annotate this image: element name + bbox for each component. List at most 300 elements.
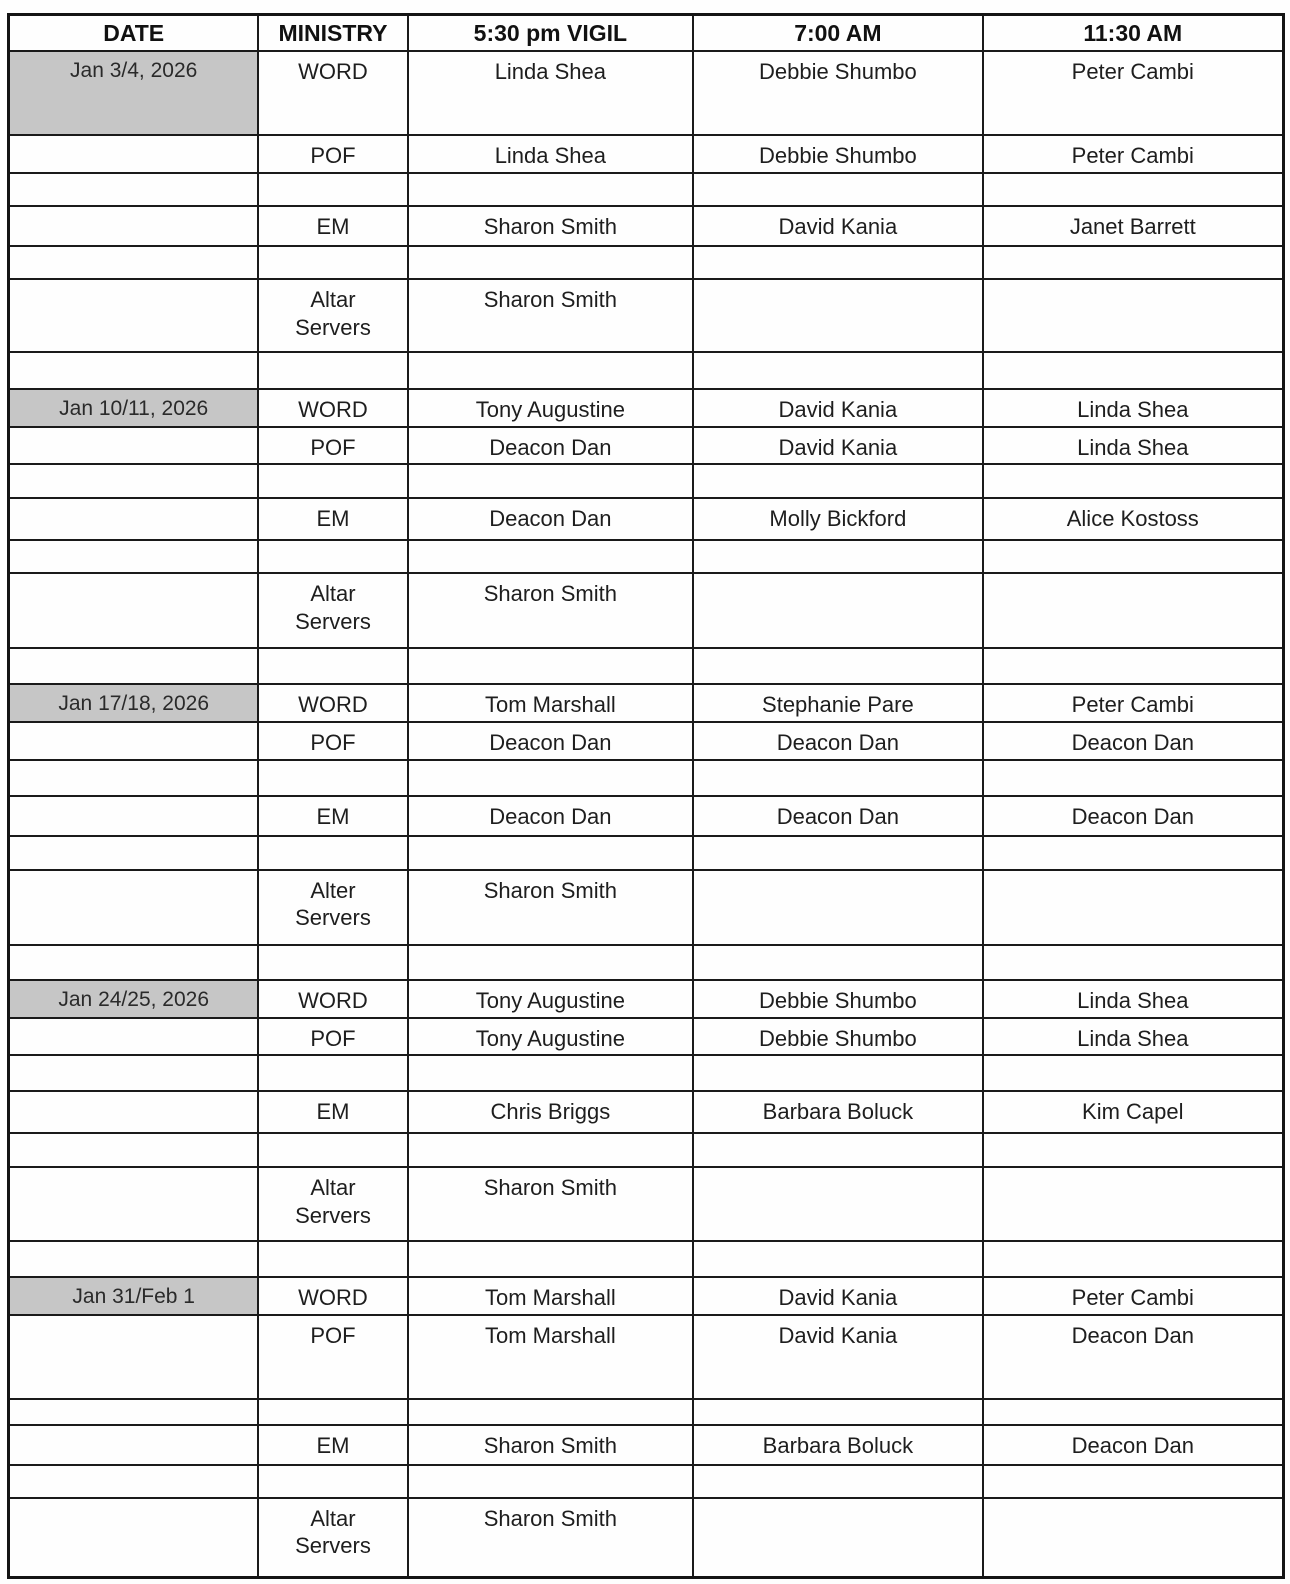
mass-1130am-cell-text: Deacon Dan xyxy=(1071,1322,1194,1348)
ministry-cell-text: Altar Servers xyxy=(295,287,371,340)
mass-7am-cell-text: Molly Bickford xyxy=(769,506,907,531)
mass-1130am-cell-text: Linda Shea xyxy=(1077,397,1189,422)
vigil-530pm-cell-text xyxy=(409,1242,693,1250)
spacer-row xyxy=(9,1241,1284,1277)
vigil-530pm-cell xyxy=(408,1498,694,1578)
date-cell-text xyxy=(10,837,257,845)
vigil-530pm-cell-text: Deacon Dan xyxy=(489,730,612,755)
date-cell xyxy=(9,648,259,684)
schedule-row xyxy=(9,722,1284,760)
ministry-cell-text: EM xyxy=(316,506,350,531)
column-header: 11:30 AM xyxy=(983,15,1284,52)
mass-1130am-cell xyxy=(983,540,1284,573)
ministry-cell xyxy=(258,573,407,648)
date-cell-text xyxy=(10,1168,257,1176)
column-header: DATE xyxy=(9,15,259,52)
mass-1130am-cell xyxy=(983,279,1284,352)
vigil-530pm-cell xyxy=(408,51,694,135)
ministry-cell xyxy=(258,1091,407,1133)
mass-1130am-cell xyxy=(983,51,1284,135)
mass-1130am-cell-text: Peter Cambi xyxy=(1071,692,1194,717)
vigil-530pm-cell-text: Chris Briggs xyxy=(490,1099,611,1124)
mass-1130am-cell xyxy=(983,1091,1284,1133)
vigil-530pm-cell-text: Tony Augustine xyxy=(475,1025,625,1051)
mass-7am-cell xyxy=(693,1315,982,1399)
mass-7am-cell-text: Deacon Dan xyxy=(776,730,900,755)
mass-7am-cell xyxy=(693,206,982,246)
ministry-cell xyxy=(258,1241,407,1277)
mass-7am-cell xyxy=(693,1018,982,1056)
mass-7am-cell xyxy=(693,573,982,648)
ministry-cell-text xyxy=(282,247,384,255)
date-cell-text: Jan 3/4, 2026 xyxy=(70,59,198,82)
mass-7am-cell-text xyxy=(694,1466,981,1474)
date-cell-text xyxy=(10,1499,257,1507)
schedule-row xyxy=(9,1018,1284,1056)
mass-1130am-cell-text: Peter Cambi xyxy=(1071,143,1194,168)
vigil-530pm-cell xyxy=(408,389,694,427)
date-cell xyxy=(9,1167,259,1241)
ministry-cell-text: EM xyxy=(316,1432,350,1458)
date-cell-text xyxy=(10,280,257,288)
mass-1130am-cell xyxy=(983,464,1284,498)
ministry-cell xyxy=(258,1055,407,1091)
mass-1130am-cell-text xyxy=(984,280,1282,288)
mass-1130am-cell-text: Peter Cambi xyxy=(1071,1285,1194,1310)
mass-7am-cell xyxy=(693,836,982,870)
vigil-530pm-cell-text: Deacon Dan xyxy=(489,434,612,460)
date-cell xyxy=(9,760,259,796)
mass-7am-cell xyxy=(693,684,982,722)
mass-7am-cell xyxy=(693,540,982,573)
schedule-row xyxy=(9,1091,1284,1133)
ministry-cell-text: WORD xyxy=(298,692,368,717)
ministry-cell xyxy=(258,980,407,1018)
mass-7am-cell xyxy=(693,1399,982,1425)
mass-1130am-cell-text xyxy=(984,946,1282,954)
date-cell-text xyxy=(10,136,257,144)
date-cell-text xyxy=(10,247,257,255)
mass-1130am-cell xyxy=(983,722,1284,760)
ministry-cell xyxy=(258,246,407,279)
ministry-cell xyxy=(258,1018,407,1056)
mass-7am-cell-text xyxy=(694,837,981,845)
ministry-cell xyxy=(258,760,407,796)
mass-7am-cell-text: David Kania xyxy=(778,434,898,460)
mass-1130am-cell xyxy=(983,870,1284,945)
mass-7am-cell xyxy=(693,1465,982,1498)
schedule-row xyxy=(9,1277,1284,1315)
vigil-530pm-cell-text xyxy=(409,649,693,657)
mass-1130am-cell xyxy=(983,760,1284,796)
date-cell-text xyxy=(10,761,257,769)
schedule-row xyxy=(9,389,1284,427)
ministry-cell xyxy=(258,279,407,352)
mass-7am-cell xyxy=(693,796,982,836)
mass-1130am-cell-text xyxy=(984,574,1282,582)
vigil-530pm-cell-text xyxy=(409,1056,693,1064)
ministry-cell xyxy=(258,1425,407,1465)
ministry-cell-text: POF xyxy=(310,1322,356,1348)
vigil-530pm-cell xyxy=(408,540,694,573)
mass-7am-cell xyxy=(693,51,982,135)
mass-7am-cell-text: Debbie Shumbo xyxy=(758,987,917,1013)
date-cell xyxy=(9,1315,259,1399)
mass-7am-cell-text: Barbara Boluck xyxy=(762,1099,914,1124)
mass-1130am-cell-text xyxy=(984,1168,1282,1176)
schedule-row xyxy=(9,870,1284,945)
vigil-530pm-cell xyxy=(408,1167,694,1241)
mass-7am-cell-text: Stephanie Pare xyxy=(762,692,914,717)
mass-7am-cell-text: David Kania xyxy=(778,1322,898,1348)
mass-7am-cell-text xyxy=(694,871,981,879)
ministry-cell-text xyxy=(282,1242,384,1250)
vigil-530pm-cell-text: Tom Marshall xyxy=(484,1322,616,1348)
ministry-cell-text xyxy=(282,761,384,769)
vigil-530pm-cell xyxy=(408,135,694,173)
date-cell-text: Jan 17/18, 2026 xyxy=(58,692,210,715)
vigil-530pm-cell xyxy=(408,427,694,465)
schedule-row xyxy=(9,796,1284,836)
ministry-cell xyxy=(258,722,407,760)
column-header: 5:30 pm VIGIL xyxy=(408,15,694,52)
vigil-530pm-cell xyxy=(408,464,694,498)
spacer-row xyxy=(9,836,1284,870)
date-cell-text xyxy=(10,353,257,361)
mass-7am-cell xyxy=(693,427,982,465)
mass-1130am-cell-text: Linda Shea xyxy=(1077,434,1189,460)
mass-7am-cell-text xyxy=(694,541,981,549)
mass-1130am-cell-text: Peter Cambi xyxy=(1071,59,1194,84)
vigil-530pm-cell xyxy=(408,573,694,648)
vigil-530pm-cell xyxy=(408,1133,694,1167)
date-cell xyxy=(9,206,259,246)
schedule-row xyxy=(9,1315,1284,1399)
mass-7am-cell-text: David Kania xyxy=(778,397,898,422)
mass-7am-cell-text xyxy=(694,280,981,288)
ministry-cell-text xyxy=(282,1134,384,1142)
date-cell xyxy=(9,1498,259,1578)
vigil-530pm-cell-text: Tom Marshall xyxy=(484,692,616,717)
date-cell-text: Jan 10/11, 2026 xyxy=(59,397,209,420)
date-cell xyxy=(9,498,259,540)
mass-1130am-cell xyxy=(983,980,1284,1018)
date-cell xyxy=(9,427,259,465)
mass-7am-cell xyxy=(693,648,982,684)
mass-1130am-cell-text xyxy=(984,353,1282,361)
date-cell-text xyxy=(10,649,257,657)
vigil-530pm-cell xyxy=(408,722,694,760)
vigil-530pm-cell-text xyxy=(409,247,693,255)
mass-1130am-cell xyxy=(983,1315,1284,1399)
ministry-cell xyxy=(258,648,407,684)
ministry-cell-text: EM xyxy=(316,1099,350,1124)
date-cell xyxy=(9,173,259,206)
ministry-cell-text: POF xyxy=(310,143,356,168)
date-cell-text xyxy=(10,541,257,549)
date-cell-text xyxy=(10,428,257,436)
header-row xyxy=(9,15,1284,52)
date-cell xyxy=(9,1399,259,1425)
date-cell xyxy=(9,945,259,980)
vigil-530pm-cell-text xyxy=(409,174,693,182)
mass-1130am-cell-text xyxy=(984,465,1282,473)
ministry-cell xyxy=(258,206,407,246)
mass-7am-cell-text xyxy=(694,574,981,582)
vigil-530pm-cell xyxy=(408,1055,694,1091)
date-cell xyxy=(9,684,259,722)
vigil-530pm-cell-text: Sharon Smith xyxy=(483,287,617,312)
ministry-cell xyxy=(258,1465,407,1498)
mass-7am-cell xyxy=(693,389,982,427)
mass-7am-cell xyxy=(693,173,982,206)
mass-1130am-cell xyxy=(983,796,1284,836)
ministry-cell xyxy=(258,540,407,573)
mass-1130am-cell xyxy=(983,1055,1284,1091)
spacer-row xyxy=(9,352,1284,389)
mass-1130am-cell xyxy=(983,498,1284,540)
vigil-530pm-cell xyxy=(408,173,694,206)
column-header: MINISTRY xyxy=(258,15,407,52)
ministry-cell xyxy=(258,1399,407,1425)
mass-1130am-cell-text xyxy=(984,541,1282,549)
mass-1130am-cell xyxy=(983,573,1284,648)
schedule-row xyxy=(9,51,1284,135)
mass-7am-cell-text: David Kania xyxy=(778,1285,898,1310)
mass-1130am-cell xyxy=(983,246,1284,279)
date-cell xyxy=(9,51,259,135)
ministry-cell xyxy=(258,173,407,206)
ministry-cell-text: Altar Servers xyxy=(295,1175,371,1228)
spacer-row xyxy=(9,540,1284,573)
date-cell xyxy=(9,722,259,760)
ministry-cell-text: Altar Servers xyxy=(295,581,371,634)
ministry-cell xyxy=(258,1498,407,1578)
mass-7am-cell xyxy=(693,1055,982,1091)
ministry-cell-text xyxy=(282,353,384,361)
mass-1130am-cell xyxy=(983,1167,1284,1241)
schedule-row xyxy=(9,1425,1284,1465)
date-cell-text xyxy=(10,1316,257,1324)
mass-7am-cell-text xyxy=(694,1499,981,1507)
date-cell-text: Jan 31/Feb 1 xyxy=(72,1285,195,1308)
schedule-row xyxy=(9,980,1284,1018)
vigil-530pm-cell-text: Sharon Smith xyxy=(483,581,617,606)
schedule-row xyxy=(9,279,1284,352)
table-header xyxy=(9,15,1284,52)
mass-1130am-cell-text xyxy=(984,1056,1282,1064)
ministry-cell-text xyxy=(282,1400,384,1408)
date-cell xyxy=(9,1465,259,1498)
mass-1130am-cell-text xyxy=(984,1134,1282,1142)
mass-1130am-cell xyxy=(983,427,1284,465)
mass-7am-cell-text: Barbara Boluck xyxy=(762,1432,914,1458)
mass-7am-cell xyxy=(693,945,982,980)
date-cell xyxy=(9,836,259,870)
vigil-530pm-cell-text: Deacon Dan xyxy=(489,506,612,531)
ministry-cell-text xyxy=(282,174,384,182)
mass-7am-cell xyxy=(693,135,982,173)
spacer-row xyxy=(9,1465,1284,1498)
date-cell-text: Jan 24/25, 2026 xyxy=(58,987,210,1011)
spacer-row xyxy=(9,464,1284,498)
vigil-530pm-cell-text xyxy=(409,353,693,361)
vigil-530pm-cell xyxy=(408,945,694,980)
mass-7am-cell-text xyxy=(694,1134,981,1142)
schedule-row xyxy=(9,684,1284,722)
date-cell-text xyxy=(10,1426,257,1434)
mass-1130am-cell-text xyxy=(984,1400,1282,1408)
date-cell xyxy=(9,279,259,352)
mass-1130am-cell xyxy=(983,1133,1284,1167)
mass-7am-cell-text xyxy=(694,1056,981,1064)
date-cell-text xyxy=(10,1400,257,1408)
vigil-530pm-cell-text: Sharon Smith xyxy=(483,1505,617,1531)
vigil-530pm-cell xyxy=(408,980,694,1018)
mass-1130am-cell-text: Kim Capel xyxy=(1082,1099,1184,1124)
ministry-cell xyxy=(258,389,407,427)
ministry-cell-text xyxy=(282,541,384,549)
vigil-530pm-cell-text: Sharon Smith xyxy=(483,1432,617,1458)
mass-1130am-cell xyxy=(983,648,1284,684)
date-cell xyxy=(9,1055,259,1091)
mass-1130am-cell xyxy=(983,1018,1284,1056)
ministry-cell xyxy=(258,51,407,135)
mass-7am-cell xyxy=(693,1425,982,1465)
ministry-cell-text: WORD xyxy=(298,59,368,84)
vigil-530pm-cell xyxy=(408,1465,694,1498)
vigil-530pm-cell-text xyxy=(409,1400,693,1408)
date-cell-text xyxy=(10,1019,257,1027)
mass-7am-cell-text xyxy=(694,946,981,954)
date-cell-text xyxy=(10,1242,257,1250)
mass-7am-cell-text: Debbie Shumbo xyxy=(758,59,917,84)
mass-7am-cell-text: Debbie Shumbo xyxy=(758,143,917,168)
vigil-530pm-cell xyxy=(408,206,694,246)
mass-7am-cell xyxy=(693,352,982,389)
mass-7am-cell xyxy=(693,1167,982,1241)
ministry-cell-text: POF xyxy=(310,434,356,460)
mass-1130am-cell xyxy=(983,389,1284,427)
mass-7am-cell xyxy=(693,1133,982,1167)
mass-1130am-cell xyxy=(983,1277,1284,1315)
date-cell-text xyxy=(10,1134,257,1142)
ministry-cell-text xyxy=(282,1056,384,1064)
mass-1130am-cell-text xyxy=(984,649,1282,657)
mass-1130am-cell-text: Linda Shea xyxy=(1077,1025,1189,1051)
mass-7am-cell xyxy=(693,870,982,945)
date-cell-text xyxy=(10,465,257,473)
vigil-530pm-cell-text xyxy=(409,761,693,769)
mass-1130am-cell-text xyxy=(984,1466,1282,1474)
date-cell xyxy=(9,796,259,836)
date-cell xyxy=(9,135,259,173)
ministry-cell xyxy=(258,427,407,465)
schedule-row xyxy=(9,498,1284,540)
ministry-cell-text xyxy=(282,837,384,845)
vigil-530pm-cell-text: Linda Shea xyxy=(494,143,607,168)
vigil-530pm-cell xyxy=(408,1018,694,1056)
mass-7am-cell xyxy=(693,980,982,1018)
ministry-cell-text: WORD xyxy=(298,397,368,422)
spacer-row xyxy=(9,173,1284,206)
date-cell xyxy=(9,246,259,279)
date-cell xyxy=(9,352,259,389)
ministry-cell xyxy=(258,684,407,722)
mass-1130am-cell xyxy=(983,1465,1284,1498)
date-cell-text xyxy=(10,1056,257,1064)
mass-7am-cell-text: Debbie Shumbo xyxy=(758,1025,917,1051)
vigil-530pm-cell-text: Sharon Smith xyxy=(483,1175,617,1200)
mass-7am-cell xyxy=(693,1241,982,1277)
date-cell xyxy=(9,389,259,427)
vigil-530pm-cell xyxy=(408,760,694,796)
ministry-schedule-table xyxy=(7,13,1285,1579)
date-cell-text xyxy=(10,946,257,954)
vigil-530pm-cell xyxy=(408,648,694,684)
mass-1130am-cell xyxy=(983,684,1284,722)
mass-1130am-cell xyxy=(983,135,1284,173)
vigil-530pm-cell xyxy=(408,1241,694,1277)
vigil-530pm-cell-text: Tom Marshall xyxy=(484,1285,616,1310)
date-cell-text xyxy=(10,174,257,182)
vigil-530pm-cell xyxy=(408,1315,694,1399)
spacer-row xyxy=(9,648,1284,684)
vigil-530pm-cell xyxy=(408,498,694,540)
vigil-530pm-cell-text: Sharon Smith xyxy=(483,214,617,239)
ministry-cell xyxy=(258,870,407,945)
ministry-cell xyxy=(258,1315,407,1399)
schedule-row xyxy=(9,1498,1284,1578)
mass-7am-cell xyxy=(693,498,982,540)
date-cell xyxy=(9,540,259,573)
vigil-530pm-cell xyxy=(408,1277,694,1315)
ministry-cell xyxy=(258,1133,407,1167)
ministry-cell-text xyxy=(282,946,384,954)
date-cell-text xyxy=(10,1092,257,1100)
spacer-row xyxy=(9,1055,1284,1091)
mass-1130am-cell-text xyxy=(984,1499,1282,1507)
ministry-cell-text: Altar Servers xyxy=(295,1505,371,1558)
ministry-cell xyxy=(258,464,407,498)
spacer-row xyxy=(9,760,1284,796)
vigil-530pm-cell xyxy=(408,1425,694,1465)
ministry-cell-text: POF xyxy=(310,1025,356,1051)
vigil-530pm-cell xyxy=(408,246,694,279)
ministry-cell-text: POF xyxy=(310,730,356,755)
vigil-530pm-cell-text xyxy=(409,1466,693,1474)
vigil-530pm-cell-text xyxy=(409,946,693,954)
mass-7am-cell xyxy=(693,760,982,796)
mass-7am-cell xyxy=(693,279,982,352)
mass-1130am-cell-text xyxy=(984,871,1282,879)
mass-1130am-cell-text xyxy=(984,247,1282,255)
date-cell-text xyxy=(10,1466,257,1474)
mass-1130am-cell-text: Linda Shea xyxy=(1077,987,1189,1013)
mass-7am-cell-text xyxy=(694,1242,981,1250)
mass-1130am-cell-text xyxy=(984,174,1282,182)
schedule-row xyxy=(9,1167,1284,1241)
date-cell-text xyxy=(10,723,257,731)
mass-7am-cell-text xyxy=(694,1168,981,1176)
vigil-530pm-cell-text: Linda Shea xyxy=(494,59,607,84)
mass-1130am-cell xyxy=(983,1425,1284,1465)
mass-7am-cell-text xyxy=(694,465,981,473)
spacer-row xyxy=(9,945,1284,980)
date-cell-text xyxy=(10,797,257,805)
mass-7am-cell xyxy=(693,464,982,498)
date-cell-text xyxy=(10,871,257,879)
